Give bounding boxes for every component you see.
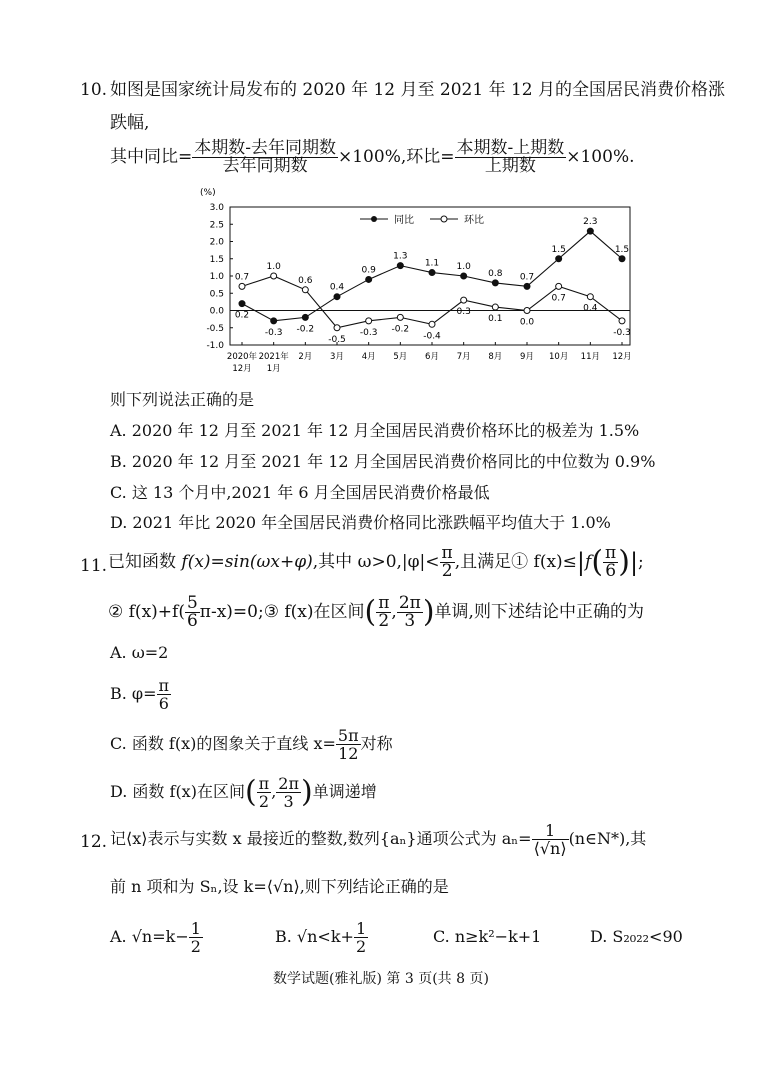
mom-fraction (455, 140, 567, 175)
two-den: 2 (441, 561, 453, 581)
optC-label: C. 函数 f(x)的图象关于直线 x= (110, 734, 336, 753)
data-label-mom: 1.0 (266, 262, 281, 272)
q11-func: f(x)=sin(ωx+φ) (181, 552, 313, 572)
two-pi-over-3 (397, 595, 423, 630)
pi-num: π (441, 543, 453, 563)
data-label-yoy: 1.5 (551, 244, 566, 255)
data-label-yoy: 0.7 (519, 272, 535, 283)
x-tick-label: 10月 (549, 352, 569, 362)
six-den: 6 (605, 561, 617, 581)
data-label-yoy: 1.0 (456, 262, 471, 272)
data-point-mom (556, 283, 562, 289)
half-b (354, 920, 368, 955)
q11-line1-a: 已知函数 (108, 552, 182, 572)
six-den-c: 6 (158, 694, 169, 713)
pi-num-e: π (258, 774, 270, 793)
data-point-yoy (302, 314, 308, 320)
data-point-mom (619, 318, 625, 324)
times100-yoy: ×100%,环比= (338, 147, 455, 167)
data-point-mom (302, 287, 308, 293)
x-tick-label: 11月 (580, 352, 600, 362)
q11-line1-c: ,且满足① f(x)≤ (454, 552, 577, 572)
data-label-mom: -0.3 (359, 327, 378, 338)
legend-marker-mom (441, 216, 447, 222)
pi-num-d: π (158, 676, 170, 695)
q11-line1-b: ,其中 ω>0,|φ|< (312, 552, 440, 572)
two-pi-num-b: 2π (278, 774, 299, 793)
y-tick-label: 0.5 (209, 289, 224, 300)
q11-line2-c: 单调,则下述结论中正确的为 (434, 602, 644, 622)
optC-tail: 对称 (360, 734, 393, 753)
q12-option-c[interactable]: C. n≥k²−k+1 (433, 927, 542, 946)
data-point-mom (587, 294, 593, 300)
data-point-mom (271, 273, 277, 279)
data-label-yoy: 1.3 (393, 251, 408, 262)
q12-line1 (110, 822, 646, 857)
twelve-den: 12 (338, 744, 359, 763)
yoy-fraction (192, 140, 338, 175)
five-num: 5 (186, 593, 198, 613)
six-den-b: 6 (186, 611, 198, 631)
data-label-mom: -0.3 (613, 327, 631, 338)
q10-stem-line1: 如图是国家统计局发布的 2020 年 12 月至 2021 年 12 月的全国居民消费价格涨 (110, 80, 726, 100)
cpi-line-chart (180, 185, 640, 380)
x-tick-label: 2021年 (258, 352, 289, 362)
data-point-mom (429, 321, 435, 327)
page-footer: 数学试题(雅礼版) 第 3 页(共 8 页) (273, 971, 489, 987)
q10-option-c[interactable]: C. 这 13 个月中,2021 年 6 月全国居民消费价格最低 (110, 483, 490, 502)
q11-line1: 已知函数 f(x)=sin(ωx+φ),其中 ω>0,|φ|< $\frac{\pi}{2}$ ,且满足① f(x)≤|f( $\frac{\pi}{6}$ )|; (108, 543, 644, 581)
q10-question: 则下列说法正确的是 (110, 390, 255, 409)
sqrt-n-den: ⟨√n⟩ (533, 839, 567, 858)
an-fraction (532, 822, 569, 857)
half-num-b: 1 (355, 919, 367, 938)
x-tick-label: 4月 (361, 352, 376, 362)
yoy-denominator: 去年同期数 (222, 156, 308, 176)
q12-option-b[interactable] (275, 920, 368, 955)
x-tick-label: 6月 (425, 352, 439, 362)
data-label-mom: 0.1 (488, 314, 503, 325)
data-label-yoy: 0.2 (234, 310, 250, 321)
legend-label-mom: 环比 (464, 215, 484, 226)
q12-optA-label: A. √n=k− (110, 927, 189, 946)
q11-line2-a: ② f(x)+f( (108, 602, 185, 622)
x-tick-label: 8月 (488, 352, 503, 362)
q11-number: 11. (80, 556, 108, 576)
five-pi-num: 5π (337, 726, 359, 745)
data-label-yoy: -0.2 (296, 324, 315, 335)
x-tick-label: 9月 (520, 352, 534, 362)
data-label-mom: -0.4 (423, 331, 441, 342)
y-tick-label: 2.5 (209, 220, 224, 231)
data-point-mom (524, 308, 530, 314)
pi-num-b: π (605, 543, 617, 563)
x-tick-label: 12月 (612, 352, 632, 362)
data-label-mom: 0.3 (456, 307, 471, 318)
data-point-yoy (461, 273, 467, 279)
q12-number: 12. (80, 832, 108, 852)
data-label-yoy: 2.3 (583, 217, 598, 228)
data-point-yoy (429, 270, 435, 276)
data-point-yoy (239, 301, 245, 307)
f-abs: f (585, 552, 592, 572)
half-a (189, 920, 203, 955)
data-point-yoy (619, 256, 625, 262)
x-tick-label: 3月 (330, 352, 344, 362)
y-tick-label: -0.5 (206, 323, 224, 334)
q10-option-b[interactable]: B. 2020 年 12 月至 2021 年 12 月全国居民消费价格同比的中位数为 0.9% (110, 452, 656, 471)
two-den-c: 2 (258, 792, 270, 811)
data-point-yoy (587, 228, 593, 234)
optB-label: B. φ= (110, 684, 157, 703)
q12-option-d[interactable]: D. S₂₀₂₂<90 (590, 927, 683, 946)
data-point-yoy (271, 318, 277, 324)
data-point-yoy (492, 280, 498, 286)
q12-line1-a: 记⟨x⟩表示与实数 x 最接近的整数,数列{aₙ}通项公式为 aₙ= (110, 829, 532, 848)
pi-over-6 (603, 545, 618, 580)
y-tick-label: -1.0 (206, 341, 224, 351)
y-tick-label: 1.5 (209, 254, 224, 265)
pi-over-6-b (157, 677, 172, 712)
data-label-yoy: 0.9 (361, 265, 376, 276)
x-tick-label-line2: 12月 (232, 364, 252, 374)
q10-option-d[interactable]: D. 2021 年比 2020 年全国居民消费价格同比涨跌幅平均值大于 1.0% (110, 513, 611, 532)
formula-prefix: 其中同比= (110, 147, 193, 167)
data-label-yoy: 1.1 (424, 258, 440, 269)
pi-over-2-b (376, 595, 391, 630)
data-label-mom: 0.7 (234, 272, 250, 283)
x-tick-label-line2: 1月 (266, 364, 281, 374)
data-label-yoy: 0.8 (488, 268, 503, 279)
q11-option-b[interactable] (110, 677, 171, 712)
data-point-mom (492, 304, 498, 310)
optD-tail: 单调递增 (312, 782, 377, 801)
data-label-mom: 0.4 (583, 303, 598, 314)
two-pi-num: 2π (398, 593, 421, 613)
data-point-mom (334, 325, 340, 331)
three-den: 3 (404, 611, 416, 631)
two-pi-over-3-b (276, 775, 301, 810)
half-den-b: 2 (355, 937, 367, 956)
pi-over-2-c (257, 775, 272, 810)
q12-line1-b: (n∈N*),其 (568, 829, 647, 848)
data-label-mom: 0.7 (551, 293, 566, 304)
y-tick-label: 2.0 (209, 237, 224, 248)
y-unit-label: (%) (200, 188, 216, 198)
optD-label: D. 函数 f(x)在区间 (110, 782, 245, 801)
y-tick-label: 0.0 (209, 306, 224, 317)
legend-marker-yoy (371, 216, 377, 222)
q11-option-c[interactable] (110, 727, 393, 762)
q12-line2: 前 n 项和为 Sₙ,设 k=⟨√n⟩,则下列结论正确的是 (110, 877, 449, 896)
data-point-mom (239, 283, 245, 289)
y-tick-label: 3.0 (209, 203, 224, 213)
q10-stem-line2: 跌幅, (110, 113, 150, 133)
five-over-six (185, 595, 200, 630)
q12-option-a[interactable] (110, 920, 203, 955)
data-label-yoy: -0.3 (264, 327, 283, 338)
data-point-mom (366, 318, 372, 324)
q11-line2-b: π-x)=0;③ f(x)在区间 (199, 602, 365, 622)
three-den-b: 3 (283, 792, 294, 811)
x-tick-label: 2020年 (226, 352, 258, 362)
data-label-mom: 0.6 (298, 275, 313, 286)
pi-num-c: π (378, 593, 390, 613)
one-num: 1 (532, 822, 569, 840)
q10-formula (110, 140, 635, 175)
data-point-mom (397, 314, 403, 320)
q10-option-a[interactable]: A. 2020 年 12 月至 2021 年 12 月全国居民消费价格环比的极差为 1.5% (110, 421, 640, 440)
half-den-a: 2 (190, 937, 201, 956)
x-tick-label: 2月 (298, 352, 313, 362)
q11-line2: ② f(x)+f( $\frac{5}{6}$ π-x)=0;③ f(x)在区间( $\frac{\pi}{2}$ , $\frac{2\pi}{3}$ )单调,则下述结论中正确的为 (108, 593, 644, 631)
y-tick-label: 1.0 (209, 272, 224, 282)
pi-over-2 (440, 545, 455, 580)
data-label-mom: -0.2 (391, 324, 410, 335)
x-tick-label: 5月 (393, 352, 408, 362)
yoy-numerator: 本期数-去年同期数 (194, 138, 336, 158)
data-point-yoy (397, 263, 403, 269)
data-label-mom: -0.5 (328, 334, 346, 345)
q12-optB-label: B. √n<k+ (275, 927, 354, 946)
data-point-yoy (334, 294, 340, 300)
data-label-yoy: 1.5 (614, 244, 630, 255)
x-tick-label: 7月 (456, 352, 471, 362)
data-point-yoy (366, 276, 372, 282)
half-num-a: 1 (190, 919, 201, 938)
data-label-yoy: 0.4 (329, 282, 345, 293)
data-point-yoy (524, 283, 530, 289)
q10-number: 10. (80, 80, 108, 100)
data-label-mom: 0.0 (519, 317, 535, 328)
mom-numerator: 本期数-上期数 (456, 138, 565, 158)
times100-mom: ×100%. (566, 147, 635, 167)
five-pi-over-12 (336, 727, 361, 762)
two-den-b: 2 (378, 611, 390, 631)
q11-option-d[interactable]: D. 函数 f(x)在区间( $\frac{\pi}{2}$ , $\frac{2\pi}{3}$ )单调递增 (110, 774, 377, 811)
data-point-mom (461, 297, 467, 303)
data-point-yoy (556, 256, 562, 262)
mom-denominator: 上期数 (484, 156, 536, 176)
legend-label-yoy: 同比 (394, 215, 414, 226)
q11-option-a[interactable]: A. ω=2 (110, 643, 169, 662)
